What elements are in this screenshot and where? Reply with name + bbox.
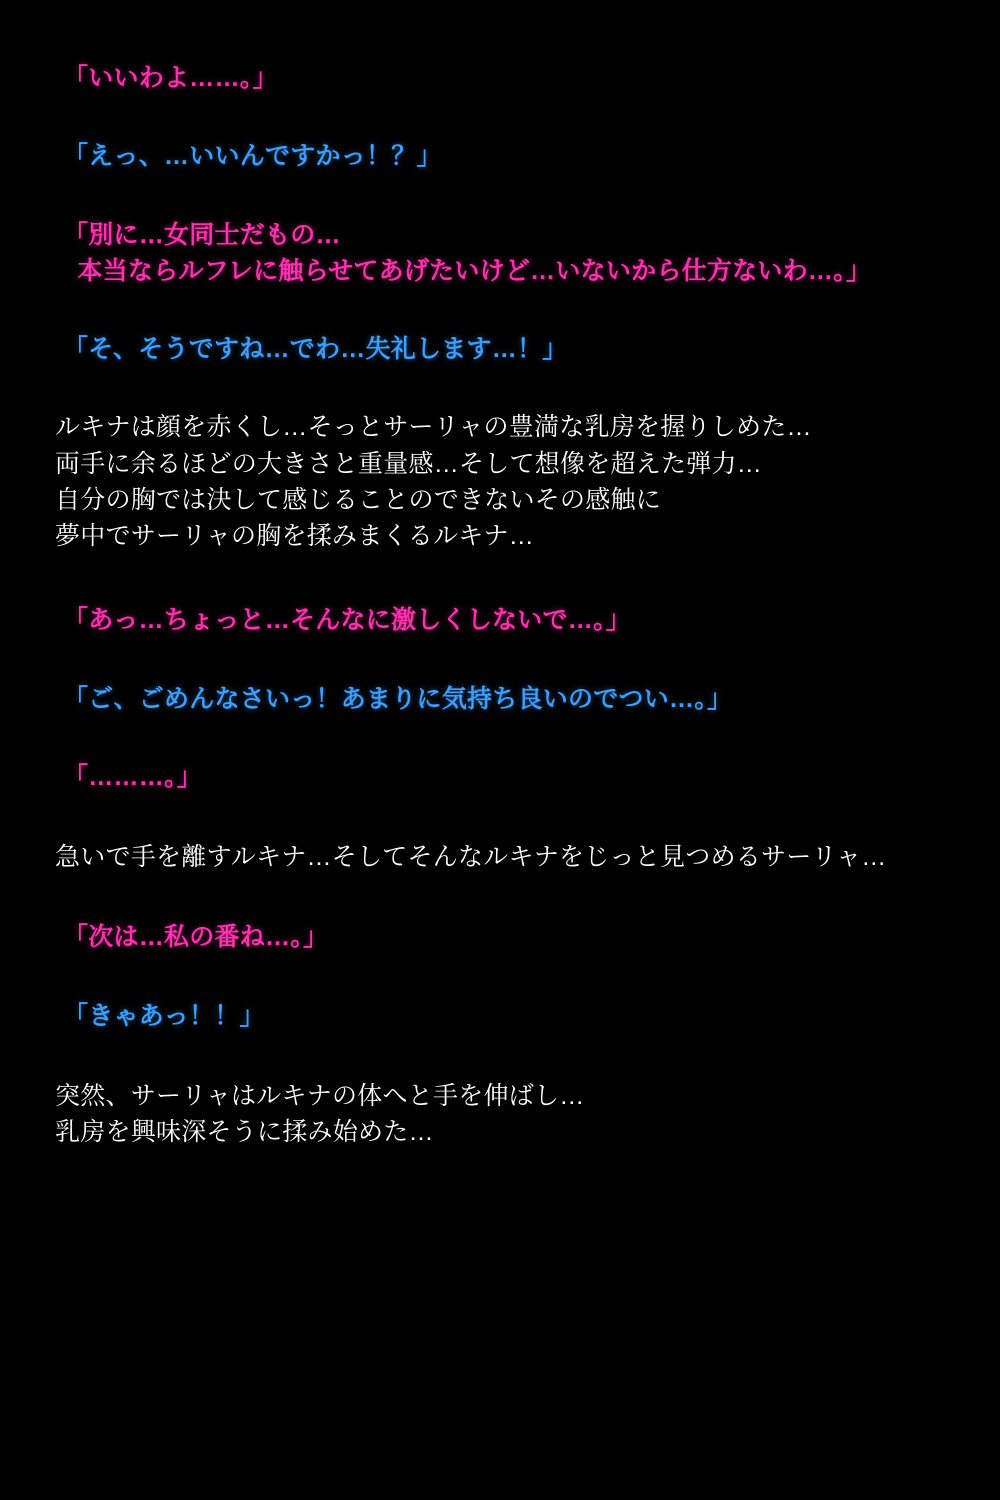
dialogue-line <box>55 331 945 367</box>
text-line: 「別に…女同士だもの… <box>63 220 341 249</box>
dialogue-line <box>55 602 945 638</box>
text-line: 「えっ、…いいんですかっ！？」 <box>63 142 442 171</box>
text-line: 「ご、ごめんなさいっ！あまりに気持ち良いのでつい…。」 <box>63 684 733 713</box>
text-line: 「きゃあっ！！」 <box>63 1001 265 1030</box>
text-line: ルキナは顔を赤くし…そっとサーリャの豊満な乳房を握りしめた… <box>55 413 812 442</box>
text-line: 「次は…私の番ね…。」 <box>63 923 329 952</box>
narration-paragraph <box>55 839 945 875</box>
dialogue-line <box>55 759 945 795</box>
narration-paragraph <box>55 1078 945 1151</box>
dialogue-line <box>55 138 945 174</box>
text-line: 両手に余るほどの大きさと重量感…そして想像を超えた弾力… <box>55 449 763 478</box>
dialogue-line <box>55 217 945 290</box>
text-line: 「………。」 <box>63 762 203 791</box>
text-line: 急いで手を離すルキナ…そしてそんなルキナをじっと見つめるサーリャ… <box>55 843 887 871</box>
text-line: 本当ならルフレに触らせてあげたいけど…いないから仕方ないわ…。」 <box>63 256 872 285</box>
text-line: 「そ、そうですね…でわ…失礼します…！」 <box>63 335 568 363</box>
text-line: 夢中でサーリャの胸を揉みまくるルキナ… <box>55 522 535 550</box>
text-line: 自分の胸では決して感じることのできないその感触に <box>55 485 662 514</box>
dialogue-line <box>55 998 945 1034</box>
dialogue-line <box>55 60 945 96</box>
text-line: 「あっ…ちょっと…そんなに激しくしないで…。」 <box>63 606 632 635</box>
text-line: 「いいわよ……。」 <box>63 64 278 92</box>
text-line: 乳房を興味深そうに揉み始めた… <box>55 1118 434 1146</box>
dialogue-line <box>55 681 945 717</box>
dialogue-line <box>55 919 945 955</box>
narration-paragraph <box>55 409 945 554</box>
text-line: 突然、サーリャはルキナの体へと手を伸ばし… <box>55 1081 585 1110</box>
